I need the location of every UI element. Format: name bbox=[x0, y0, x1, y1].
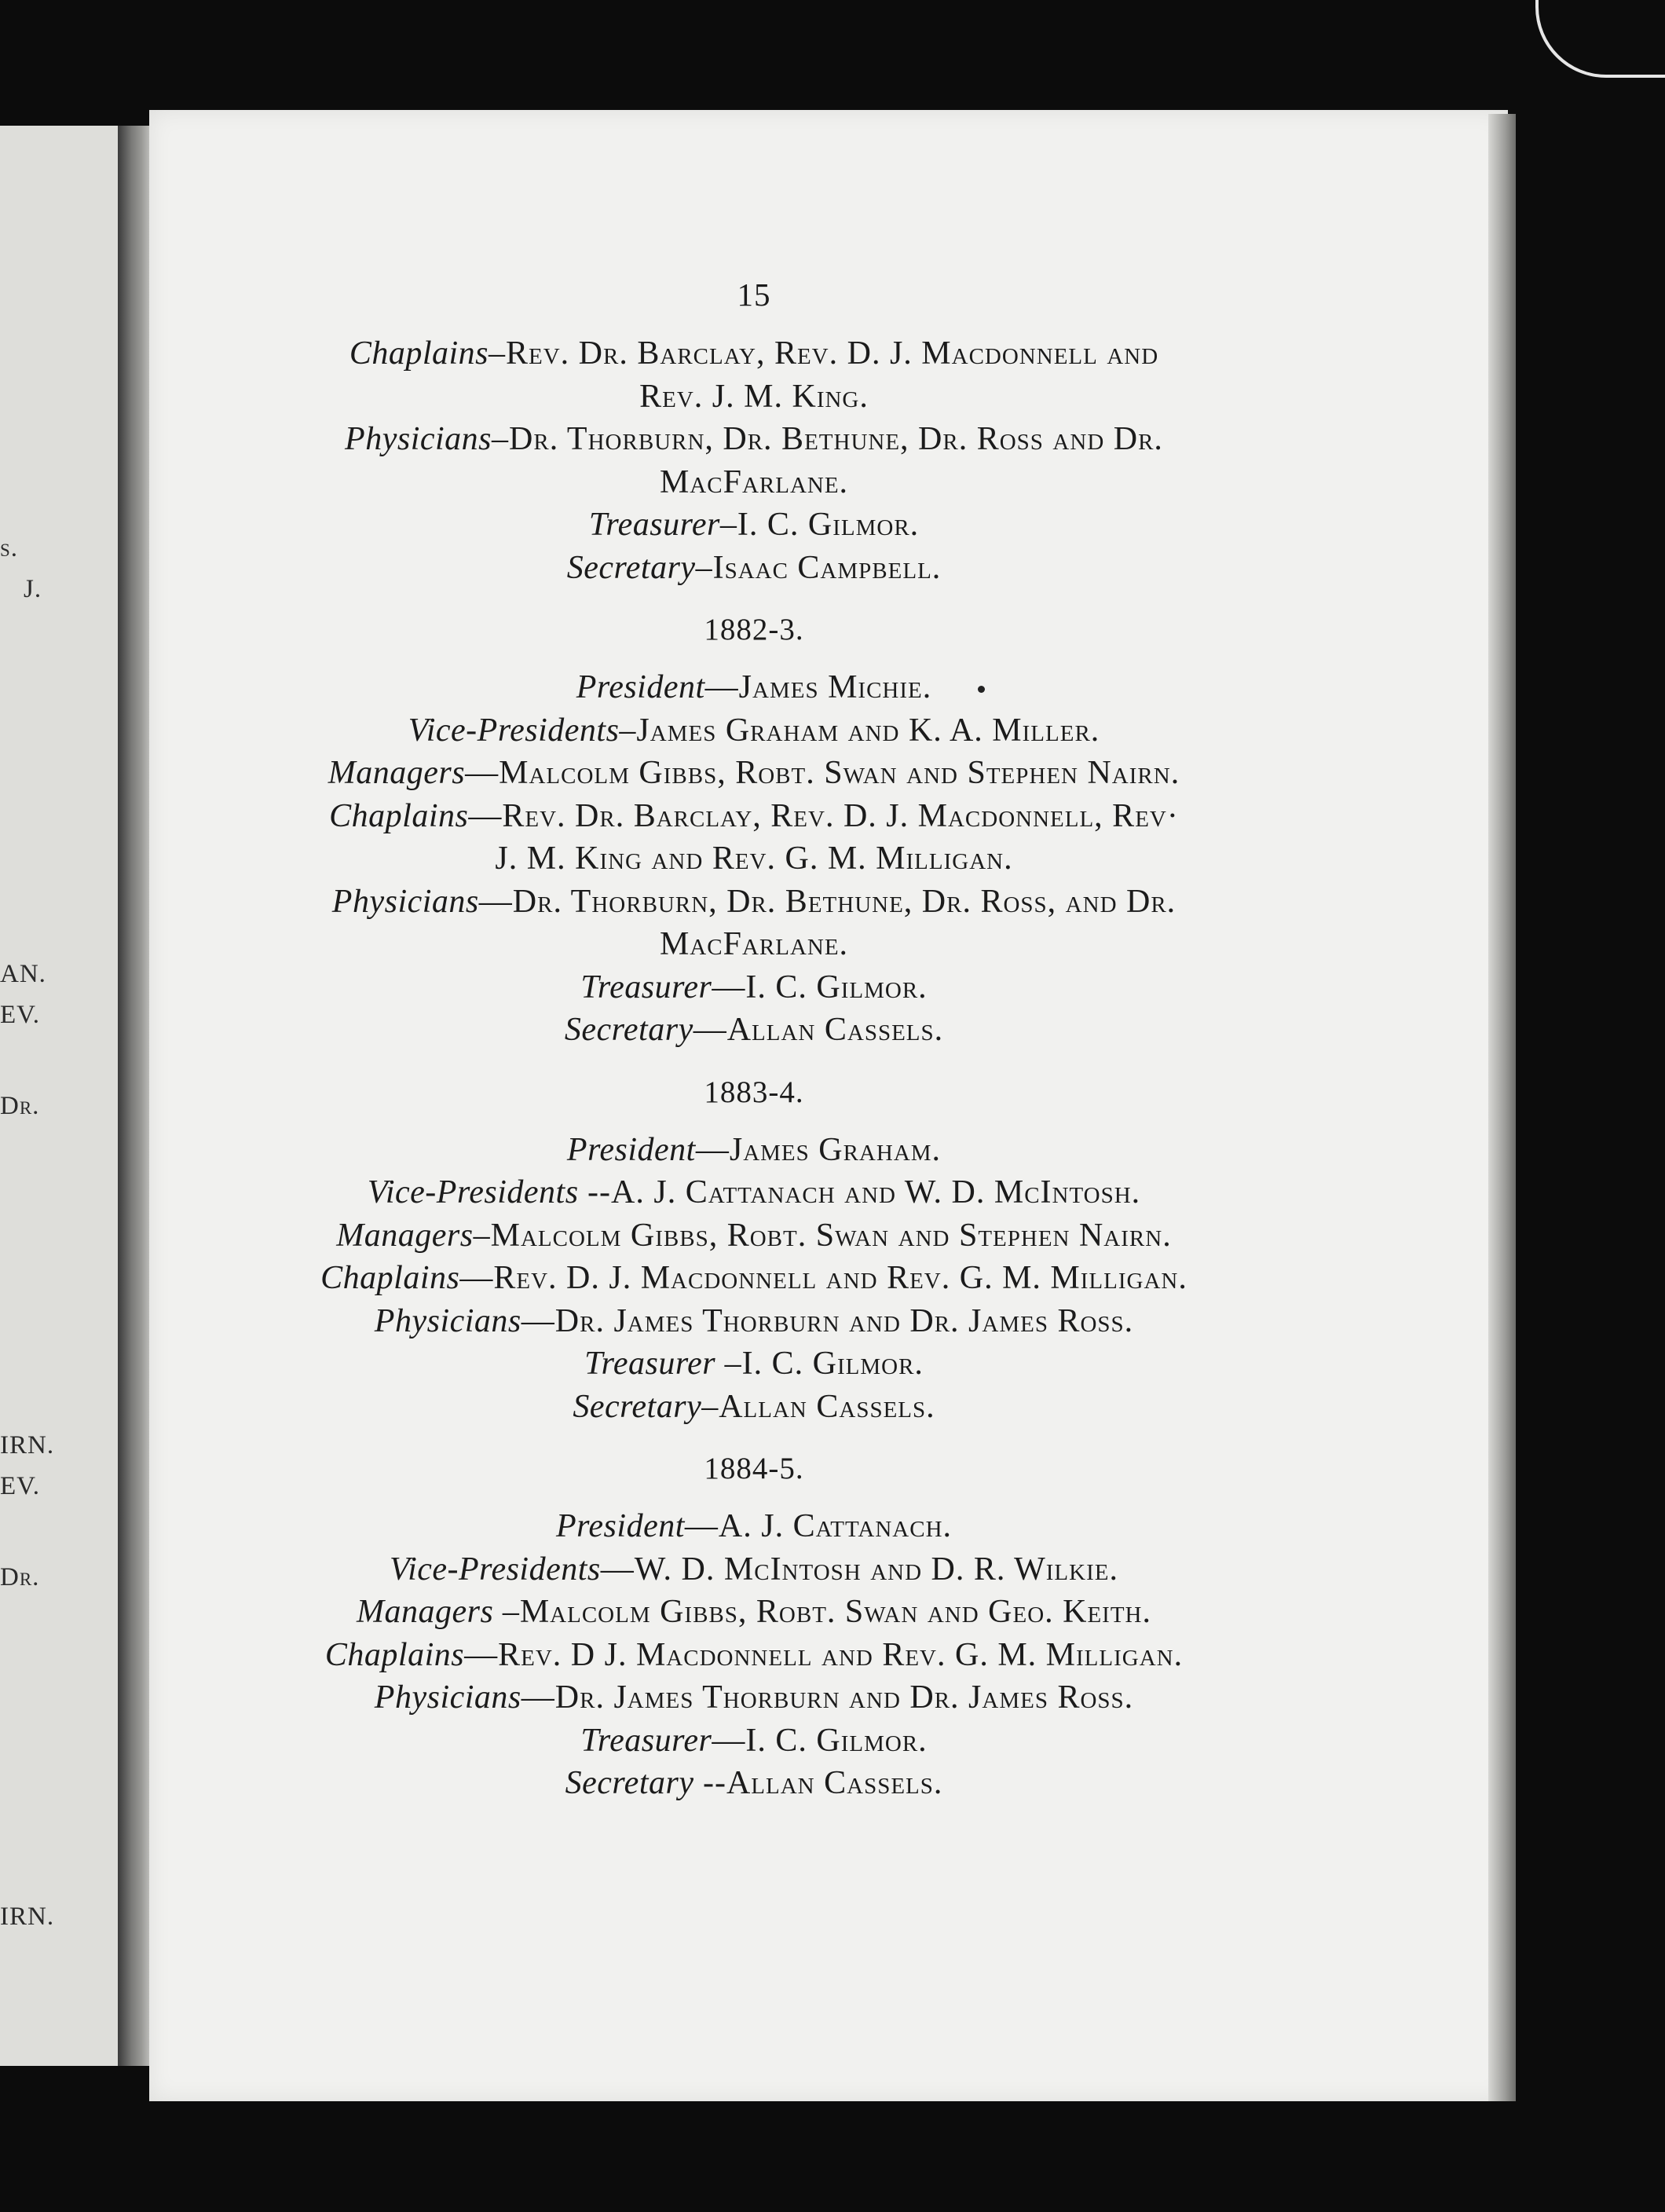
year-heading: 1882-3. bbox=[704, 613, 804, 646]
role-label: Managers bbox=[328, 755, 466, 791]
separator: – bbox=[489, 335, 507, 372]
role-label: Treasurer bbox=[580, 1722, 712, 1759]
separator: — bbox=[684, 1508, 719, 1544]
officer-line bbox=[212, 1009, 1296, 1052]
officer-line bbox=[212, 1129, 1296, 1172]
officer-names: James Graham. bbox=[729, 1131, 942, 1168]
separator: — bbox=[521, 1302, 555, 1339]
separator: — bbox=[468, 797, 503, 834]
officer-names: Rev. Dr. Barclay, Rev. D. J. Macdonnell, Rev· bbox=[502, 797, 1179, 834]
separator: – bbox=[493, 1594, 520, 1630]
year-section-1883-4 bbox=[212, 1069, 1296, 1429]
year-heading: 1883-4. bbox=[704, 1075, 804, 1109]
separator: — bbox=[695, 1131, 730, 1168]
officer-line bbox=[212, 1171, 1296, 1214]
year-section-1884-5 bbox=[212, 1445, 1296, 1805]
officer-line bbox=[212, 1591, 1296, 1634]
role-label: Physicians bbox=[374, 1679, 521, 1716]
officer-line bbox=[212, 1386, 1296, 1429]
separator: – bbox=[619, 712, 637, 749]
officer-line bbox=[212, 375, 1296, 419]
separator: — bbox=[712, 969, 746, 1005]
officer-names: Rev. D J. Macdonnell and Rev. G. M. Milligan. bbox=[498, 1636, 1184, 1673]
officer-line bbox=[212, 1214, 1296, 1258]
top-officers-block bbox=[212, 332, 1296, 589]
separator: — bbox=[464, 1636, 499, 1673]
role-label: Vice-Presidents bbox=[390, 1551, 601, 1588]
officer-names: I. C. Gilmor. bbox=[741, 1346, 924, 1382]
role-label: Secretary bbox=[564, 1012, 693, 1048]
facing-page-fragment: Dr. bbox=[0, 1563, 40, 1591]
role-label: Chaplains bbox=[320, 1260, 460, 1296]
role-label: Vice-Presidents bbox=[408, 712, 620, 749]
separator: — bbox=[465, 755, 500, 791]
page-edge-shadow bbox=[1488, 114, 1516, 2101]
facing-page-fragment: EV. bbox=[0, 1472, 40, 1500]
officer-names: Dr. James Thorburn and Dr. James Ross. bbox=[554, 1679, 1134, 1716]
officer-line bbox=[212, 1634, 1296, 1677]
officer-names: J. M. King and Rev. G. M. Milligan. bbox=[495, 840, 1013, 877]
officer-line bbox=[212, 881, 1296, 924]
officer-names: Isaac Campbell. bbox=[712, 549, 942, 586]
role-label: Secretary bbox=[573, 1388, 702, 1425]
facing-page-fragment: AN. bbox=[0, 960, 46, 988]
separator: — bbox=[478, 883, 513, 920]
officer-line bbox=[212, 1719, 1296, 1763]
facing-page-fragment: J. bbox=[24, 575, 42, 603]
officer-names: Allan Cassels. bbox=[726, 1012, 944, 1048]
officer-names: Allan Cassels. bbox=[726, 1765, 943, 1801]
officer-names: James Michie. bbox=[738, 669, 932, 705]
officer-line bbox=[212, 1505, 1296, 1548]
role-label: Secretary bbox=[566, 549, 696, 586]
role-label: Physicians bbox=[374, 1302, 521, 1339]
role-label: Physicians bbox=[331, 883, 479, 920]
separator: – bbox=[715, 1346, 742, 1382]
separator: – bbox=[473, 1217, 491, 1254]
separator: — bbox=[693, 1012, 727, 1048]
officer-line bbox=[212, 795, 1296, 838]
officer-names: I. C. Gilmor. bbox=[737, 507, 920, 543]
officer-names: MacFarlane. bbox=[659, 926, 849, 962]
role-label: Physicians bbox=[345, 421, 492, 457]
officer-line bbox=[212, 332, 1296, 375]
facing-page-fragment: Dr. bbox=[0, 1092, 40, 1120]
officer-names: I. C. Gilmor. bbox=[745, 1722, 928, 1759]
officer-names: W. D. McIntosh and D. R. Wilkie. bbox=[634, 1551, 1118, 1588]
officer-names: Rev. J. M. King. bbox=[639, 378, 869, 415]
page-content bbox=[212, 271, 1296, 1805]
facing-page-fragment: IRN. bbox=[0, 1903, 55, 1931]
separator: — bbox=[521, 1679, 555, 1716]
separator: – bbox=[695, 549, 713, 586]
officer-line bbox=[212, 923, 1296, 966]
officer-line bbox=[212, 709, 1296, 753]
separator: -- bbox=[693, 1765, 726, 1801]
role-label: President bbox=[555, 1508, 685, 1544]
officer-line bbox=[212, 461, 1296, 504]
officer-line bbox=[212, 1548, 1296, 1591]
officer-names: Allan Cassels. bbox=[719, 1388, 935, 1425]
page-number: 15 bbox=[737, 276, 771, 313]
role-label: Secretary bbox=[565, 1765, 694, 1801]
officer-names: MacFarlane. bbox=[659, 463, 849, 500]
officer-line bbox=[212, 504, 1296, 547]
separator: – bbox=[492, 421, 510, 457]
officer-names: Rev. Dr. Barclay, Rev. D. J. Macdonnell and bbox=[506, 335, 1159, 372]
separator: — bbox=[600, 1551, 635, 1588]
officer-names: A. J. Cattanach and W. D. McIntosh. bbox=[611, 1174, 1141, 1210]
role-label: Managers bbox=[336, 1217, 474, 1254]
officer-names: Rev. D. J. Macdonnell and Rev. G. M. Milligan. bbox=[493, 1260, 1187, 1296]
officer-names: Dr. Thorburn, Dr. Bethune, Dr. Ross, and Dr. bbox=[512, 883, 1176, 920]
officer-line bbox=[212, 1676, 1296, 1719]
role-label: Treasurer bbox=[580, 969, 712, 1005]
officer-names: Dr. Thorburn, Dr. Bethune, Dr. Ross and Dr. bbox=[509, 421, 1163, 457]
officer-line bbox=[212, 1300, 1296, 1343]
book-gutter bbox=[118, 126, 152, 2066]
role-label: Chaplains bbox=[349, 335, 489, 372]
role-label: Managers bbox=[356, 1594, 494, 1630]
role-label: Vice-Presidents bbox=[367, 1174, 579, 1210]
officer-names: Malcolm Gibbs, Robt. Swan and Stephen Nairn. bbox=[490, 1217, 1172, 1254]
officer-names: I. C. Gilmor. bbox=[745, 969, 928, 1005]
role-label: Chaplains bbox=[329, 797, 469, 834]
separator: — bbox=[459, 1260, 494, 1296]
role-label: Treasurer bbox=[588, 507, 720, 543]
officer-line bbox=[212, 1257, 1296, 1300]
role-label: Chaplains bbox=[324, 1636, 465, 1673]
officer-names: James Graham and K. A. Miller. bbox=[636, 712, 1100, 749]
facing-page-fragment: s. bbox=[0, 534, 19, 562]
officer-names: Dr. James Thorburn and Dr. James Ross. bbox=[554, 1302, 1134, 1339]
officer-line bbox=[212, 752, 1296, 795]
officer-names: Malcolm Gibbs, Robt. Swan and Geo. Keith. bbox=[519, 1594, 1151, 1630]
separator: — bbox=[704, 669, 739, 705]
officer-line bbox=[212, 966, 1296, 1009]
officer-names: A. J. Cattanach. bbox=[718, 1508, 953, 1544]
year-section-1882-3 bbox=[212, 606, 1296, 1052]
facing-page-fragment: IRN. bbox=[0, 1431, 55, 1459]
separator: – bbox=[719, 507, 737, 543]
role-label: Treasurer bbox=[584, 1346, 716, 1382]
separator: – bbox=[701, 1388, 719, 1425]
officer-line bbox=[212, 1762, 1296, 1805]
officer-line bbox=[212, 837, 1296, 881]
role-label: President bbox=[576, 669, 705, 705]
facing-page-fragment: EV. bbox=[0, 1001, 40, 1029]
separator: -- bbox=[578, 1174, 612, 1210]
separator: — bbox=[712, 1722, 746, 1759]
officer-line bbox=[212, 1342, 1296, 1386]
officer-line bbox=[212, 547, 1296, 590]
officer-names: Malcolm Gibbs, Robt. Swan and Stephen Nairn. bbox=[499, 755, 1180, 791]
officer-line bbox=[212, 666, 1296, 709]
corner-scan-mark bbox=[1535, 0, 1665, 78]
officer-line bbox=[212, 418, 1296, 461]
role-label: President bbox=[566, 1131, 696, 1168]
year-heading: 1884-5. bbox=[704, 1452, 804, 1485]
